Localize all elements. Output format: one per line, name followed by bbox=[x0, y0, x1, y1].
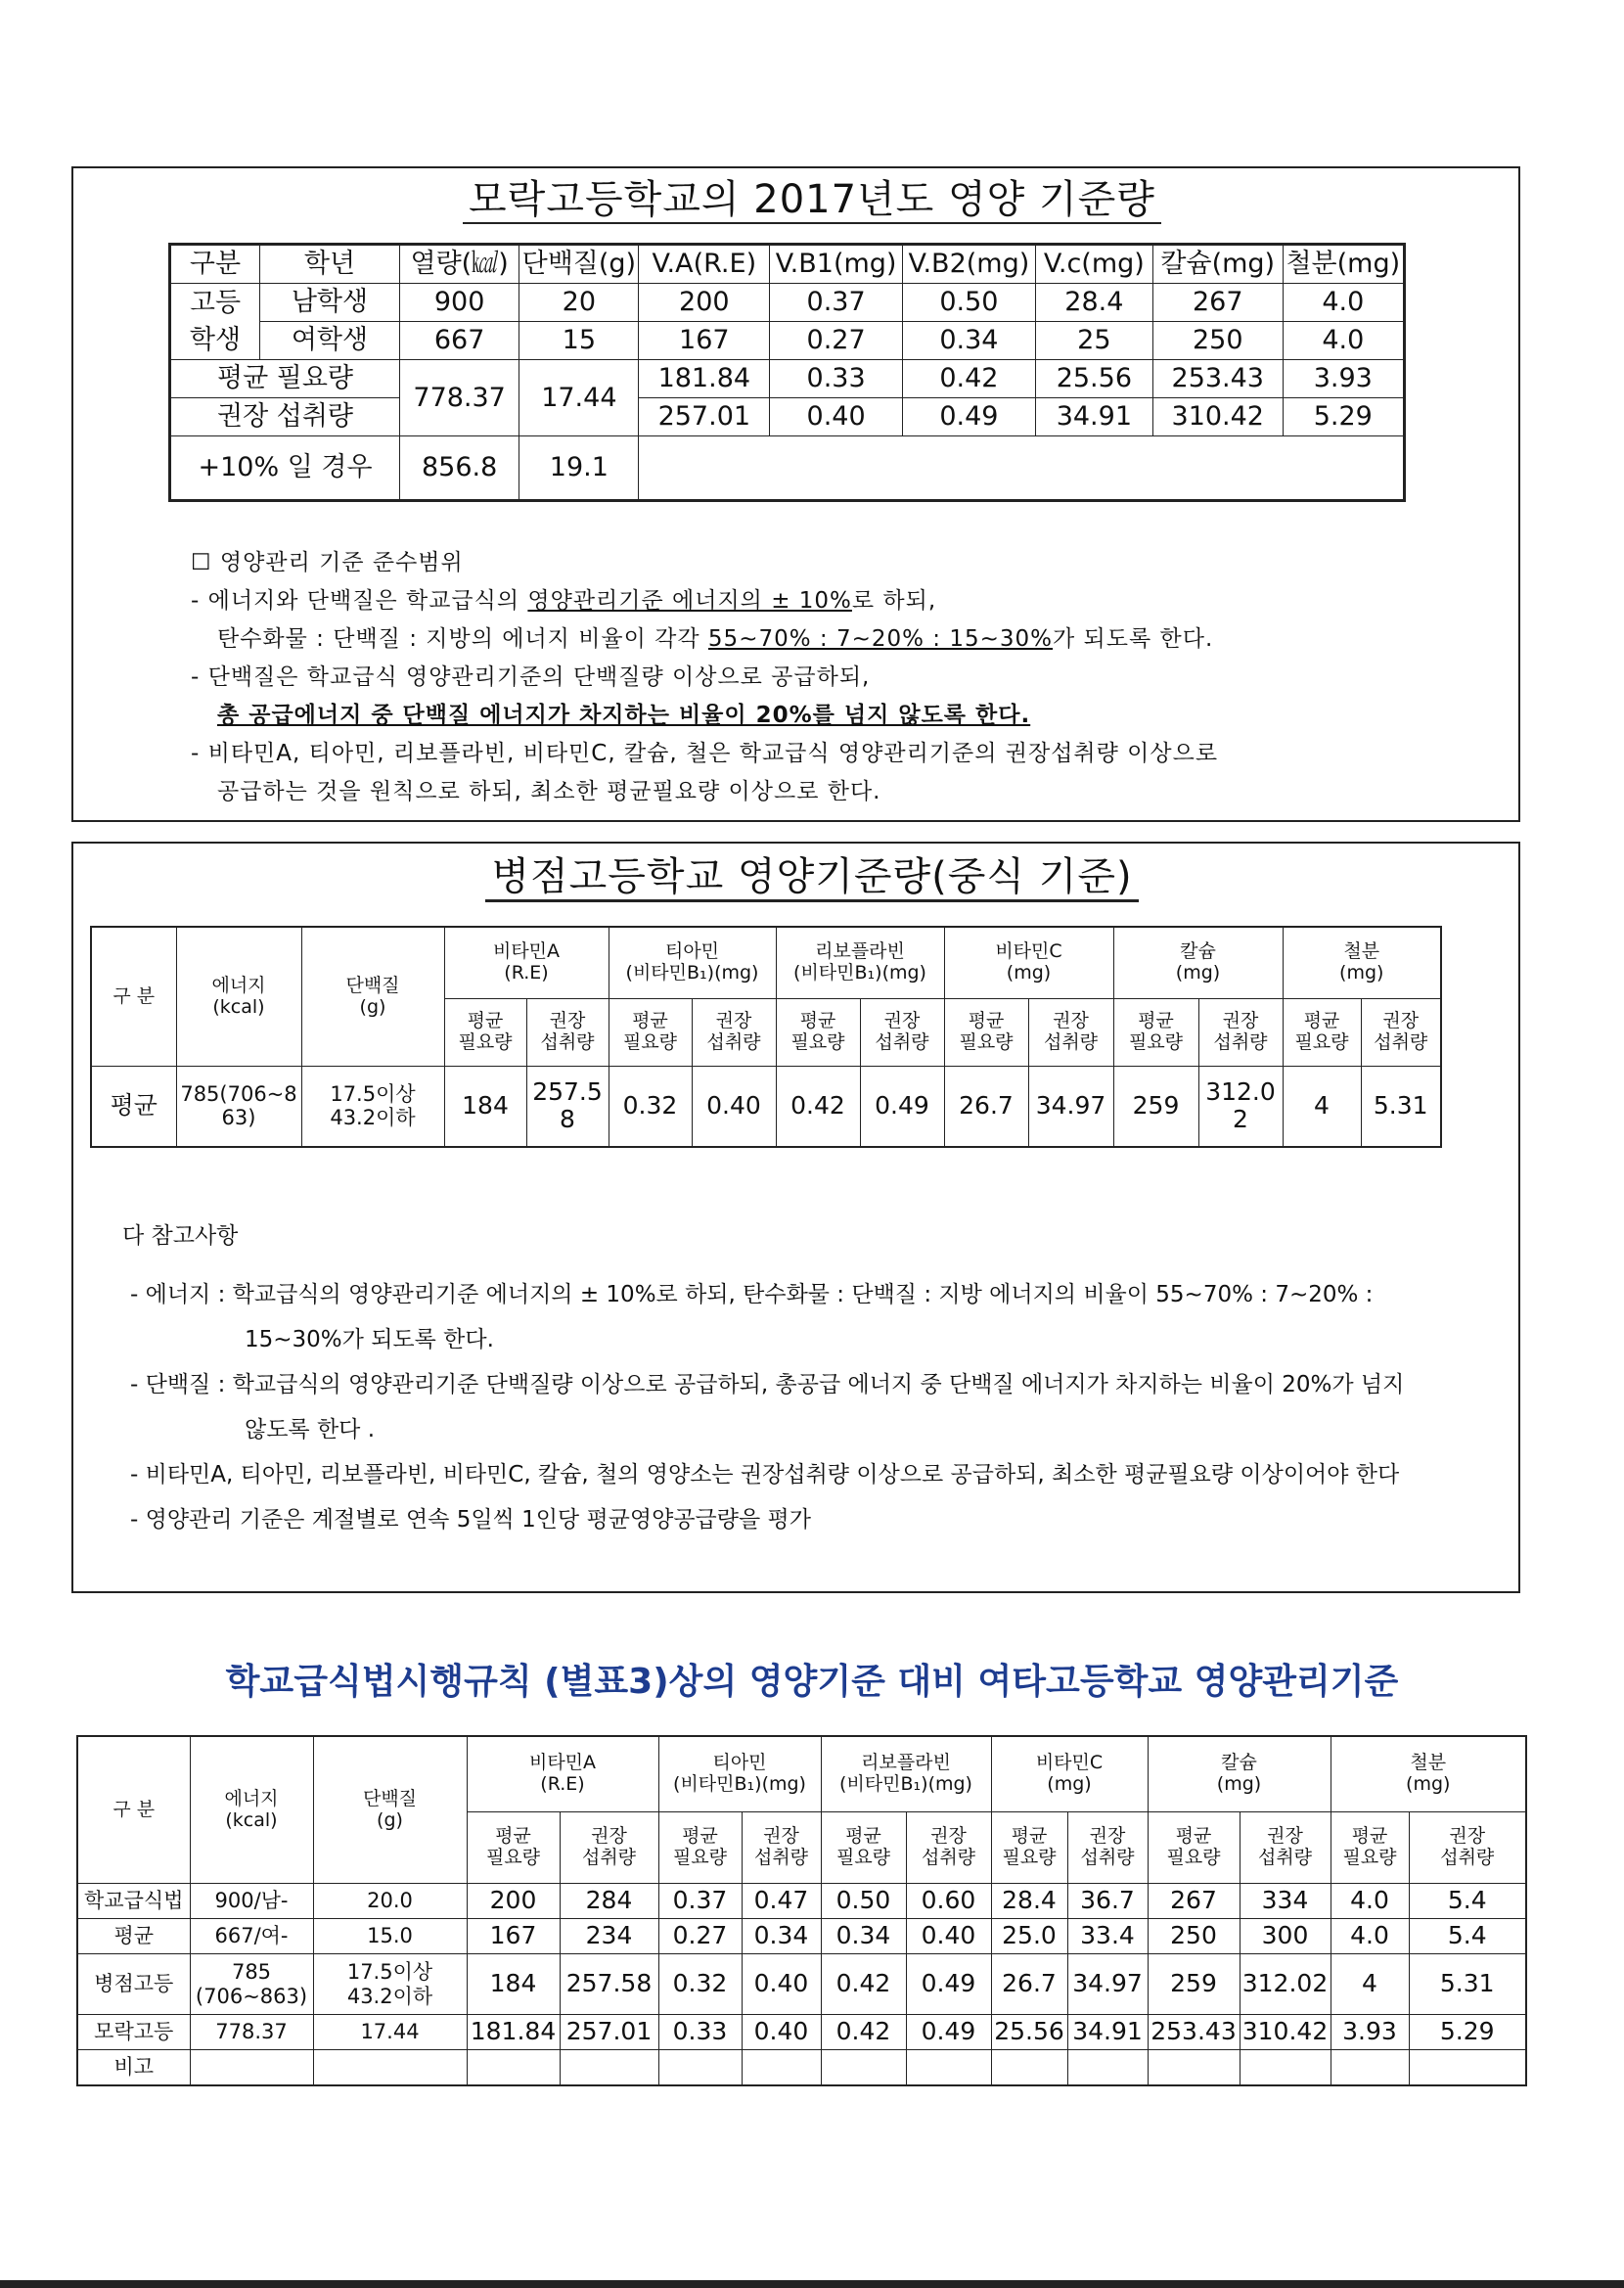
note-line: - 단백질은 학교급식 영양관리기준의 단백질량 이상으로 공급하되, bbox=[191, 664, 871, 690]
table-cell: 0.34 bbox=[742, 1919, 821, 1954]
subheader-cell: 권장 섭취량 bbox=[692, 999, 776, 1067]
note-line: 15~30%가 되도록 한다. bbox=[245, 1327, 494, 1352]
note-line: - 비타민A, 티아민, 리보플라빈, 비타민C, 칼슘, 철은 학교급식 영양관리기준의 권장섭취량 이상으로 bbox=[191, 741, 1219, 766]
header-cell: 학년 bbox=[259, 245, 399, 284]
table-row bbox=[170, 436, 1405, 501]
table-cell: 0.40 bbox=[906, 1919, 991, 1954]
subheader-cell: 권장 섭취량 bbox=[906, 1812, 991, 1884]
table-cell: 0.40 bbox=[692, 1067, 776, 1147]
subheader-cell: 평균 필요량 bbox=[944, 999, 1028, 1067]
section2-notes bbox=[122, 1213, 1404, 1542]
note-line: - 비타민A, 티아민, 리보플라빈, 비타민C, 칼슘, 철의 영양소는 권장섭취량 이상으로 공급하되, 최소한 평균필요량 이상이어야 한다 bbox=[130, 1462, 1400, 1487]
table-cell: 0.37 bbox=[658, 1884, 742, 1919]
table-cell: 19.1 bbox=[519, 436, 639, 501]
table-cell: 5.4 bbox=[1409, 1884, 1526, 1919]
header-cell: 칼슘 (mg) bbox=[1113, 927, 1283, 999]
header-cell: 열량(㎉) bbox=[400, 245, 519, 284]
notes-heading: ☐ 영양관리 기준 준수범위 bbox=[191, 550, 464, 575]
table-cell: 334 bbox=[1240, 1884, 1331, 1919]
empty-cell bbox=[1067, 2050, 1148, 2085]
section3-table bbox=[76, 1735, 1527, 2086]
section2-table bbox=[90, 926, 1442, 1148]
table-cell: 4.0 bbox=[1283, 284, 1404, 322]
header-cell: 칼슘(mg) bbox=[1152, 245, 1283, 284]
table-cell: 312.0 2 bbox=[1198, 1067, 1283, 1147]
subheader-cell: 권장 섭취량 bbox=[526, 999, 609, 1067]
table-cell: 259 bbox=[1113, 1067, 1198, 1147]
section3-header-row bbox=[77, 1736, 1526, 1812]
table-cell: 257.5 8 bbox=[526, 1067, 609, 1147]
table-cell: 4.0 bbox=[1331, 1919, 1409, 1954]
table-cell: 0.49 bbox=[906, 2015, 991, 2050]
table-cell: 785(706~8 63) bbox=[176, 1067, 301, 1147]
header-cell: V.A(R.E) bbox=[639, 245, 770, 284]
section1-table bbox=[168, 243, 1406, 502]
note-line-emphasis: 총 공급에너지 중 단백질 에너지가 차지하는 비율이 20%를 넘지 않도록 한다. bbox=[217, 703, 1031, 728]
table-cell: 312.02 bbox=[1240, 1954, 1331, 2015]
table-cell: 여학생 bbox=[259, 322, 399, 360]
header-cell: 비타민C (mg) bbox=[944, 927, 1113, 999]
header-cell: 리보플라빈 (비타민B₁)(mg) bbox=[821, 1736, 991, 1812]
subheader-cell: 평균 필요량 bbox=[444, 999, 526, 1067]
table-cell: 257.58 bbox=[560, 1954, 658, 2015]
table-cell: 25.56 bbox=[1035, 360, 1152, 398]
table-cell: 284 bbox=[560, 1884, 658, 1919]
table-cell: 0.27 bbox=[658, 1919, 742, 1954]
table-cell: 모락고등 bbox=[77, 2015, 190, 2050]
header-cell: 비타민C (mg) bbox=[991, 1736, 1148, 1812]
subheader-cell: 평균 필요량 bbox=[821, 1812, 906, 1884]
subheader-cell: 권장 섭취량 bbox=[860, 999, 944, 1067]
subheader-cell: 평균 필요량 bbox=[658, 1812, 742, 1884]
empty-cell bbox=[1148, 2050, 1240, 2085]
table-cell: 0.27 bbox=[770, 322, 903, 360]
table-cell: 184 bbox=[444, 1067, 526, 1147]
note-line: 탄수화물 : 단백질 : 지방의 에너지 비율이 각각 55~70% : 7~20% : 15~30%가 되도록 한다. bbox=[217, 626, 1214, 652]
table-cell: 234 bbox=[560, 1919, 658, 1954]
group-label: 학생 bbox=[170, 322, 260, 360]
table-cell: 267 bbox=[1148, 1884, 1240, 1919]
table-cell: 257.01 bbox=[639, 398, 770, 436]
subheader-cell: 권장 섭취량 bbox=[560, 1812, 658, 1884]
subheader-cell: 평균 필요량 bbox=[1331, 1812, 1409, 1884]
section3-title: 학교급식법시행규칙 (별표3)상의 영양기준 대비 여타고등학교 영양관리기준 bbox=[225, 1662, 1399, 1702]
header-cell: 단백질 (g) bbox=[313, 1736, 467, 1884]
empty-cell bbox=[1240, 2050, 1331, 2085]
table-cell: 25 bbox=[1035, 322, 1152, 360]
table-cell: 3.93 bbox=[1331, 2015, 1409, 2050]
table-cell: 0.42 bbox=[821, 1954, 906, 2015]
table-cell: 0.34 bbox=[821, 1919, 906, 1954]
header-cell: 구 분 bbox=[77, 1736, 190, 1884]
header-cell: 철분 (mg) bbox=[1283, 927, 1441, 999]
table-row bbox=[77, 2050, 1526, 2085]
subheader-cell: 평균 필요량 bbox=[1113, 999, 1198, 1067]
row-label: 권장 섭취량 bbox=[170, 398, 400, 436]
header-cell: 에너지 (kcal) bbox=[190, 1736, 313, 1884]
row-label: +10% 일 경우 bbox=[170, 436, 400, 501]
table-cell: 17.5이상 43.2이하 bbox=[301, 1067, 444, 1147]
table-cell: 167 bbox=[467, 1919, 560, 1954]
subheader-cell: 평균 필요량 bbox=[467, 1812, 560, 1884]
section1-notes bbox=[191, 544, 1218, 811]
note-line: - 영양관리 기준은 계절별로 연속 5일씩 1인당 평균영양공급량을 평가 bbox=[130, 1507, 811, 1533]
scan-bottom-edge bbox=[0, 2280, 1624, 2288]
subheader-cell: 평균 필요량 bbox=[609, 999, 692, 1067]
table-cell: 평균 bbox=[77, 1919, 190, 1954]
table-cell: 0.34 bbox=[902, 322, 1035, 360]
header-cell: 구 분 bbox=[91, 927, 176, 1067]
section2-title: 병점고등학교 영양기준량(중식 기준) bbox=[0, 846, 1624, 901]
table-cell: 4.0 bbox=[1283, 322, 1404, 360]
table-cell: 5.31 bbox=[1361, 1067, 1441, 1147]
table-cell: 20.0 bbox=[313, 1884, 467, 1919]
header-cell: V.B2(mg) bbox=[902, 245, 1035, 284]
empty-cell bbox=[639, 436, 1405, 501]
note-line: 공급하는 것을 원칙으로 하되, 최소한 평균필요량 이상으로 한다. bbox=[217, 779, 881, 804]
table-cell: 0.60 bbox=[906, 1884, 991, 1919]
table-row bbox=[170, 360, 1405, 398]
empty-cell bbox=[467, 2050, 560, 2085]
table-cell: 0.40 bbox=[742, 1954, 821, 2015]
header-cell: 칼슘 (mg) bbox=[1148, 1736, 1331, 1812]
row-label: 평균 bbox=[91, 1067, 176, 1147]
header-cell: 티아민 (비타민B₁)(mg) bbox=[658, 1736, 821, 1812]
table-row bbox=[170, 322, 1405, 360]
table-cell: 310.42 bbox=[1152, 398, 1283, 436]
table-cell: 667 bbox=[400, 322, 519, 360]
subheader-cell: 평균 필요량 bbox=[776, 999, 860, 1067]
header-cell: 비타민A (R.E) bbox=[467, 1736, 658, 1812]
notes-heading: 다 참고사항 bbox=[122, 1223, 239, 1249]
table-cell: 3.93 bbox=[1283, 360, 1404, 398]
table-cell: 4 bbox=[1283, 1067, 1361, 1147]
table-cell: 34.97 bbox=[1028, 1067, 1113, 1147]
empty-cell bbox=[906, 2050, 991, 2085]
table-row bbox=[170, 398, 1405, 436]
table-cell: 167 bbox=[639, 322, 770, 360]
header-cell: 단백질(g) bbox=[519, 245, 639, 284]
subheader-cell: 권장 섭취량 bbox=[742, 1812, 821, 1884]
table-cell: 667/여- bbox=[190, 1919, 313, 1954]
table-row bbox=[77, 1954, 1526, 2015]
table-cell: 병점고등 bbox=[77, 1954, 190, 2015]
table-cell: 0.49 bbox=[860, 1067, 944, 1147]
table-cell: 253.43 bbox=[1148, 2015, 1240, 2050]
table-cell: 0.42 bbox=[902, 360, 1035, 398]
section2-header-row bbox=[91, 927, 1441, 999]
table-cell: 20 bbox=[519, 284, 639, 322]
subheader-cell: 권장 섭취량 bbox=[1067, 1812, 1148, 1884]
table-cell: 0.42 bbox=[821, 2015, 906, 2050]
note-line: - 에너지 : 학교급식의 영양관리기준 에너지의 ± 10%로 하되, 탄수화물 : 단백질 : 지방 에너지의 비율이 55~70% : 7~20% : bbox=[130, 1282, 1374, 1307]
subheader-cell: 권장 섭취량 bbox=[1409, 1812, 1526, 1884]
table-cell: 17.5이상 43.2이하 bbox=[313, 1954, 467, 2015]
table-cell: 0.37 bbox=[770, 284, 903, 322]
empty-cell bbox=[991, 2050, 1067, 2085]
table-cell: 34.97 bbox=[1067, 1954, 1148, 2015]
table-cell: 0.33 bbox=[770, 360, 903, 398]
table-cell: 4.0 bbox=[1331, 1884, 1409, 1919]
table-cell: 200 bbox=[467, 1884, 560, 1919]
note-line: - 에너지와 단백질은 학교급식의 영양관리기준 에너지의 ± 10%로 하되, bbox=[191, 588, 937, 614]
table-cell: 181.84 bbox=[639, 360, 770, 398]
subheader-cell: 평균 필요량 bbox=[991, 1812, 1067, 1884]
table-cell: 34.91 bbox=[1067, 2015, 1148, 2050]
table-cell: 200 bbox=[639, 284, 770, 322]
table-cell: 0.33 bbox=[658, 2015, 742, 2050]
empty-cell bbox=[1409, 2050, 1526, 2085]
table-cell: 778.37 bbox=[400, 360, 519, 436]
group-label: 고등 bbox=[170, 284, 260, 322]
table-cell: 26.7 bbox=[991, 1954, 1067, 2015]
empty-cell bbox=[313, 2050, 467, 2085]
table-row bbox=[77, 1884, 1526, 1919]
table-cell: 259 bbox=[1148, 1954, 1240, 2015]
subheader-cell: 권장 섭취량 bbox=[1240, 1812, 1331, 1884]
table-cell: 15.0 bbox=[313, 1919, 467, 1954]
table-cell: 900 bbox=[400, 284, 519, 322]
header-cell: 에너지 (kcal) bbox=[176, 927, 301, 1067]
table-cell: 0.49 bbox=[906, 1954, 991, 2015]
header-cell: 구분 bbox=[170, 245, 260, 284]
header-cell: 단백질 (g) bbox=[301, 927, 444, 1067]
empty-cell bbox=[821, 2050, 906, 2085]
table-cell: 856.8 bbox=[400, 436, 519, 501]
empty-cell bbox=[1331, 2050, 1409, 2085]
row-label: 평균 필요량 bbox=[170, 360, 400, 398]
table-cell: 253.43 bbox=[1152, 360, 1283, 398]
table-row bbox=[91, 1067, 1441, 1147]
header-cell: 비타민A (R.E) bbox=[444, 927, 609, 999]
empty-cell bbox=[190, 2050, 313, 2085]
table-cell: 300 bbox=[1240, 1919, 1331, 1954]
table-cell: 0.40 bbox=[742, 2015, 821, 2050]
table-row bbox=[170, 284, 1405, 322]
table-cell: 28.4 bbox=[991, 1884, 1067, 1919]
table-cell: 900/남- bbox=[190, 1884, 313, 1919]
section3-body bbox=[77, 1884, 1526, 2050]
section1-title: 모락고등학교의 2017년도 영양 기준량 bbox=[0, 168, 1624, 224]
table-cell: 778.37 bbox=[190, 2015, 313, 2050]
table-cell: 17.44 bbox=[313, 2015, 467, 2050]
table-row bbox=[77, 2015, 1526, 2050]
table-cell: 250 bbox=[1152, 322, 1283, 360]
header-cell: V.B1(mg) bbox=[770, 245, 903, 284]
table-cell: 0.47 bbox=[742, 1884, 821, 1919]
empty-cell bbox=[560, 2050, 658, 2085]
header-cell: 철분(mg) bbox=[1283, 245, 1404, 284]
subheader-cell: 평균 필요량 bbox=[1148, 1812, 1240, 1884]
row-label: 비고 bbox=[77, 2050, 190, 2085]
table-cell: 남학생 bbox=[259, 284, 399, 322]
table-cell: 26.7 bbox=[944, 1067, 1028, 1147]
subheader-cell: 권장 섭취량 bbox=[1198, 999, 1283, 1067]
note-line: 않도록 한다 . bbox=[245, 1417, 376, 1442]
table-cell: 250 bbox=[1148, 1919, 1240, 1954]
table-cell: 33.4 bbox=[1067, 1919, 1148, 1954]
table-cell: 5.29 bbox=[1409, 2015, 1526, 2050]
note-line: - 단백질 : 학교급식의 영양관리기준 단백질량 이상으로 공급하되, 총공급 에너지 중 단백질 에너지가 차지하는 비율이 20%가 넘지 bbox=[130, 1372, 1405, 1397]
empty-cell bbox=[742, 2050, 821, 2085]
header-cell: 리보플라빈 (비타민B₁)(mg) bbox=[776, 927, 944, 999]
table-cell: 310.42 bbox=[1240, 2015, 1331, 2050]
table-cell: 25.0 bbox=[991, 1919, 1067, 1954]
table-cell: 181.84 bbox=[467, 2015, 560, 2050]
table-cell: 0.49 bbox=[902, 398, 1035, 436]
table-cell: 0.40 bbox=[770, 398, 903, 436]
empty-cell bbox=[658, 2050, 742, 2085]
subheader-cell: 평균 필요량 bbox=[1283, 999, 1361, 1067]
section1-header-row bbox=[170, 245, 1405, 284]
header-cell: V.c(mg) bbox=[1035, 245, 1152, 284]
table-cell: 34.91 bbox=[1035, 398, 1152, 436]
table-cell: 15 bbox=[519, 322, 639, 360]
table-cell: 25.56 bbox=[991, 2015, 1067, 2050]
table-cell: 0.32 bbox=[658, 1954, 742, 2015]
table-cell: 학교급식법 bbox=[77, 1884, 190, 1919]
table-cell: 0.42 bbox=[776, 1067, 860, 1147]
table-cell: 0.50 bbox=[821, 1884, 906, 1919]
subheader-cell: 권장 섭취량 bbox=[1361, 999, 1441, 1067]
table-cell: 36.7 bbox=[1067, 1884, 1148, 1919]
table-cell: 184 bbox=[467, 1954, 560, 2015]
table-cell: 28.4 bbox=[1035, 284, 1152, 322]
table-cell: 4 bbox=[1331, 1954, 1409, 2015]
table-cell: 0.50 bbox=[902, 284, 1035, 322]
table-row bbox=[77, 1919, 1526, 1954]
table-cell: 5.4 bbox=[1409, 1919, 1526, 1954]
table-cell: 17.44 bbox=[519, 360, 639, 436]
table-cell: 257.01 bbox=[560, 2015, 658, 2050]
table-cell: 0.32 bbox=[609, 1067, 692, 1147]
table-cell: 5.31 bbox=[1409, 1954, 1526, 2015]
table-cell: 5.29 bbox=[1283, 398, 1404, 436]
table-cell: 785 (706~863) bbox=[190, 1954, 313, 2015]
table-cell: 267 bbox=[1152, 284, 1283, 322]
header-cell: 티아민 (비타민B₁)(mg) bbox=[609, 927, 776, 999]
subheader-cell: 권장 섭취량 bbox=[1028, 999, 1113, 1067]
header-cell: 철분 (mg) bbox=[1331, 1736, 1526, 1812]
